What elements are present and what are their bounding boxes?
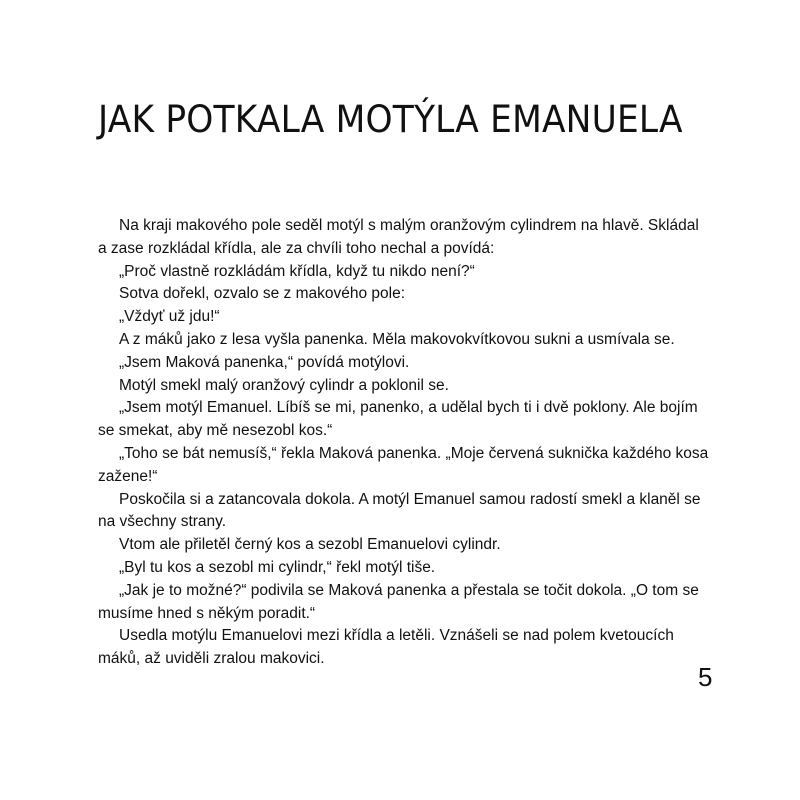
text-line: Vtom ale přiletěl černý kos a sezobl Emanuelovi cylindr. (119, 536, 501, 554)
text-line: Usedla motýlu Emanuelovi mezi křídla a letěli. Vznášeli se nad polem kvetoucích (119, 627, 674, 645)
text-line: „Jsem Maková panenka,“ povídá motýlovi. (119, 353, 410, 371)
paragraph (98, 375, 738, 398)
paragraph (98, 625, 738, 671)
paragraph (98, 489, 738, 535)
text-line: „Jsem motýl Emanuel. Líbíš se mi, panenko, a udělal bych ti i dvě poklony. Ale bojím (119, 399, 698, 417)
text-line: Poskočila si a zatancovala dokola. A motýl Emanuel samou radostí smekl a klaněl se (119, 490, 701, 508)
paragraph (98, 283, 738, 306)
text-line: musíme hned s někým poradit.“ (98, 604, 316, 622)
text-line: Sotva dořekl, ozvalo se z makového pole: (119, 285, 406, 303)
text-line: Motýl smekl malý oranžový cylindr a poklonil se. (119, 376, 449, 394)
text-line: máků, až uviděli zralou makovici. (98, 650, 325, 668)
text-line: A z máků jako z lesa vyšla panenka. Měla makovokvítkovou sukni a usmívala se. (119, 330, 675, 348)
text-line: na všechny strany. (98, 513, 227, 531)
paragraph (98, 397, 738, 443)
paragraph (98, 580, 738, 626)
text-line: a zase rozkládal křídla, ale za chvíli toho nechal a povídá: (98, 239, 495, 257)
text-line: „Toho se bát nemusíš,“ řekla Maková panenka. „Moje červená suknička každého kosa (119, 444, 709, 462)
story-text (98, 215, 738, 671)
paragraph (98, 557, 738, 580)
text-line: zažene!“ (98, 467, 158, 485)
text-line: se smekat, aby mě nesezobl kos.“ (98, 422, 333, 440)
paragraph (98, 443, 738, 489)
chapter-title: JAK POTKALA MOTÝLA EMANUELA (98, 98, 683, 141)
page-number: 5 (698, 662, 713, 692)
text-line: „Byl tu kos a sezobl mi cylindr,“ řekl motýl tiše. (119, 558, 436, 576)
paragraph (98, 329, 738, 352)
paragraph (98, 534, 738, 557)
paragraph (98, 352, 738, 375)
text-line: „Vždyť už jdu!“ (119, 308, 220, 326)
paragraph (98, 215, 738, 261)
text-line: „Jak je to možné?“ podivila se Maková panenka a přestala se točit dokola. „O tom se (119, 581, 699, 599)
text-line: Na kraji makového pole seděl motýl s malým oranžovým cylindrem na hlavě. Skládal (119, 217, 699, 234)
text-line: „Proč vlastně rozkládám křídla, když tu nikdo není?“ (119, 262, 475, 280)
paragraph (98, 261, 738, 284)
paragraph (98, 306, 738, 329)
